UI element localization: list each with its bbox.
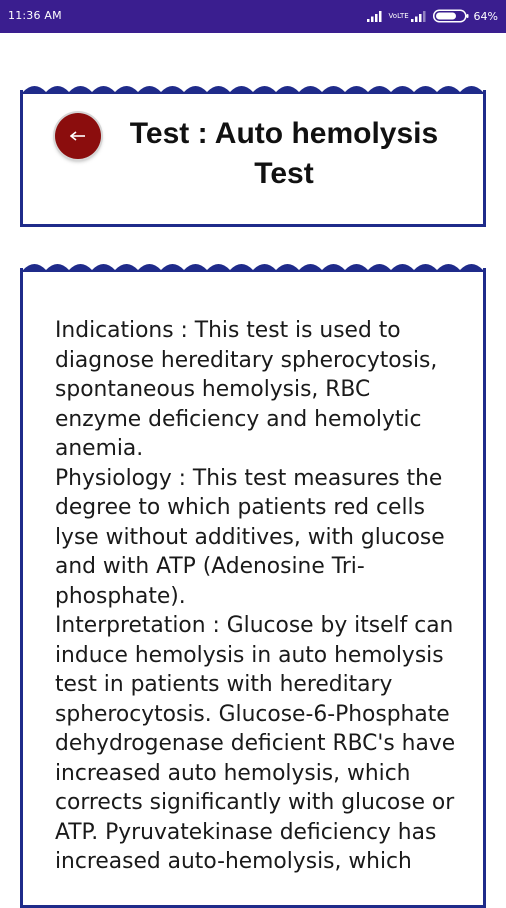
content-card <box>20 268 486 908</box>
battery-icon <box>433 9 469 23</box>
title-card <box>20 90 486 227</box>
secondary-signal-icon <box>410 10 428 22</box>
battery-percentage: 64% <box>473 9 498 23</box>
volte-label: VoLTE <box>388 11 409 20</box>
status-bar <box>0 0 506 33</box>
back-button[interactable] <box>55 113 101 159</box>
decorative-scallop-border <box>23 76 483 94</box>
status-time: 11:36 AM <box>8 9 62 22</box>
decorative-scallop-border <box>23 254 483 272</box>
page-title: Test : Auto hemolysis Test <box>129 117 439 190</box>
signal-strength-icon <box>366 10 384 22</box>
status-icons <box>366 6 498 26</box>
back-arrow-icon <box>70 131 86 141</box>
test-description: Indications : This test is used to diagnose hereditary spherocytosis, spontaneous hemolysis, RBC enzyme deficiency and hemolytic anemia. Physiology : This test measures the degree to which patients red cells lyse without additives, with glucose and with ATP (Adenosine Tri-phosphate). Interpretation : Glucose by itself can induce hemolysis in auto hemolysis test in patients with hereditary spherocytosis. Glucose-6-Phosphate dehydrogenase deficient RBC's have increased auto hemolysis, which corrects significantly with glucose or ATP. Pyruvatekinase deficiency has increased auto-hemolysis, which <box>55 318 456 874</box>
